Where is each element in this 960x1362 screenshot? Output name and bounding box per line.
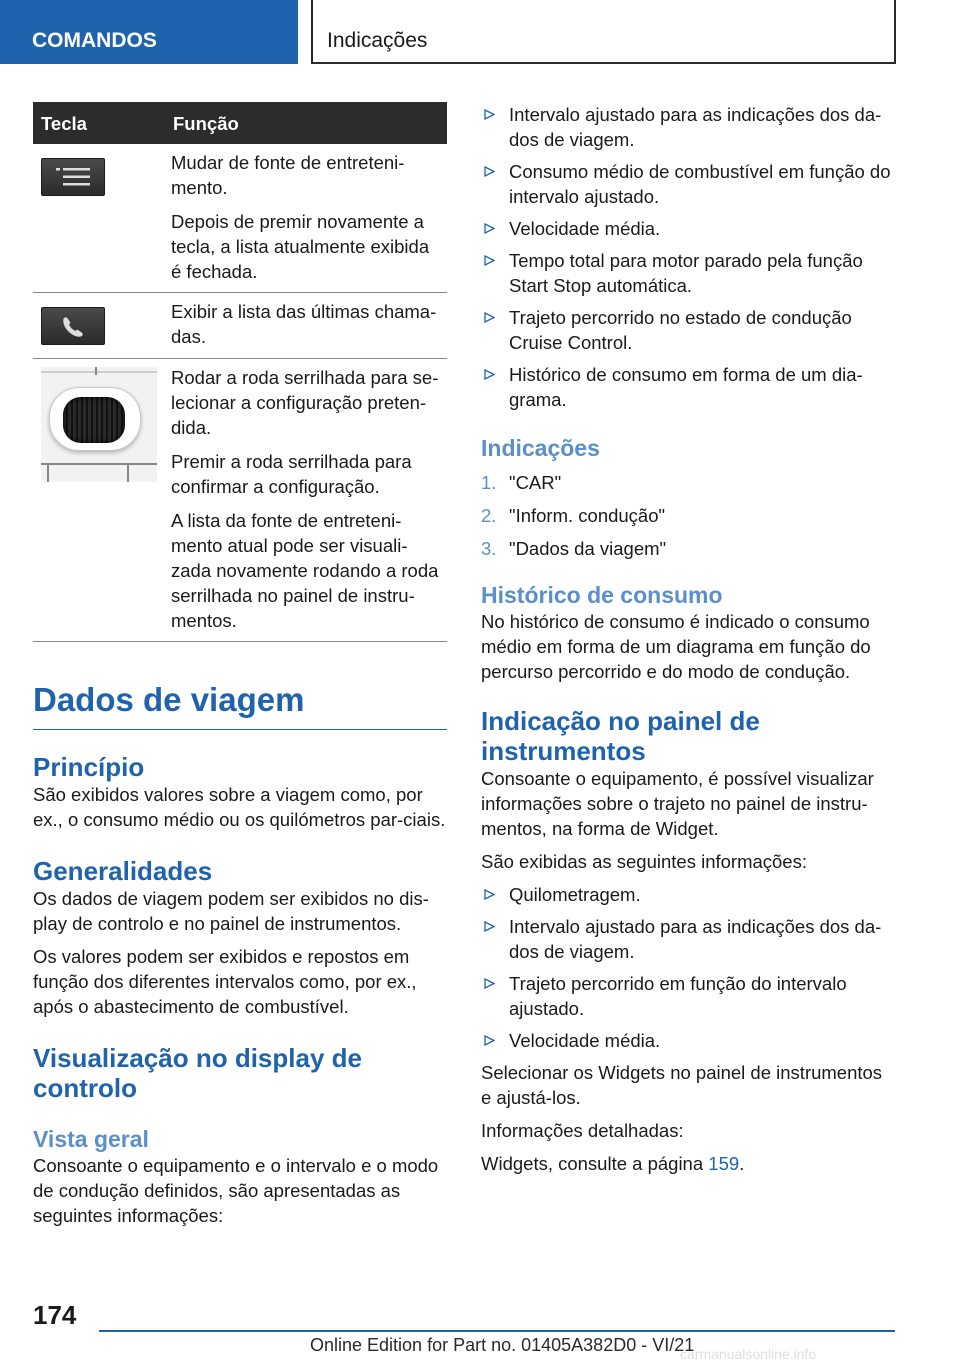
- key-function-table: [33, 102, 447, 642]
- right-column: [481, 102, 897, 1184]
- list-item: Intervalo ajustado para as indicações dos da-dos de viagem.: [481, 102, 897, 152]
- list-item: Velocidade média.: [481, 216, 897, 241]
- list-item: Trajeto percorrido no estado de condução Cruise Control.: [481, 305, 897, 355]
- triangle-bullet-icon: [484, 369, 495, 380]
- list-item: Tempo total para motor parado pela função Start Stop automática.: [481, 248, 897, 298]
- table-row: [33, 293, 447, 359]
- list-item: 2. "Inform. condução": [481, 505, 666, 526]
- paragraph: São exibidos valores sobre a viagem como, por ex., o consumo médio ou os quilómetros par-ciais.: [33, 784, 446, 830]
- triangle-bullet-icon: [484, 1035, 495, 1046]
- triangle-bullet-icon: [484, 921, 495, 932]
- triangle-bullet-icon: [484, 978, 495, 989]
- triangle-bullet-icon: [484, 166, 495, 177]
- list-item: 3. "Dados da viagem": [481, 538, 667, 559]
- function-text: Rodar a roda serrilhada para se-lecionar a configuração preten-dida.: [171, 367, 439, 438]
- list-item: Trajeto percorrido em função do intervalo ajustado.: [481, 971, 897, 1021]
- triangle-bullet-icon: [484, 889, 495, 900]
- footer-rule: [99, 1330, 895, 1332]
- list-item: Histórico de consumo em forma de um dia-grama.: [481, 362, 897, 412]
- triangle-bullet-icon: [484, 312, 495, 323]
- list-item: Quilometragem.: [481, 882, 897, 907]
- step-number: 2.: [481, 505, 497, 526]
- column-header-key: Tecla: [33, 102, 165, 144]
- paragraph: Informações detalhadas:: [481, 1120, 684, 1141]
- watermark: carmanualsonline.info: [680, 1346, 817, 1362]
- paragraph: Os valores podem ser exibidos e repostos em função dos diferentes intervalos como, por ex., após o abastecimento de combustível.: [33, 946, 417, 1017]
- paragraph: São exibidas as seguintes informações:: [481, 851, 807, 872]
- step-number: 1.: [481, 472, 497, 493]
- triangle-bullet-icon: [484, 223, 495, 234]
- heading-principio: Princípio: [33, 752, 145, 782]
- thumbwheel-photo: [41, 367, 157, 482]
- heading-dados-de-viagem: Dados de viagem: [33, 680, 447, 730]
- function-text: Mudar de fonte de entreteni-mento.: [171, 152, 405, 198]
- function-text: Exibir a lista das últimas chama-das.: [171, 301, 437, 347]
- left-column: [33, 102, 447, 1236]
- paragraph: Consoante o equipamento e o intervalo e o modo de condução definidos, são apresentadas as seguintes informações:: [33, 1155, 439, 1226]
- list-item: Intervalo ajustado para as indicações dos da-dos de viagem.: [481, 914, 897, 964]
- step-number: 3.: [481, 538, 497, 559]
- page-reference-link[interactable]: 159: [708, 1153, 740, 1174]
- phone-icon: [41, 307, 105, 345]
- list-item: Velocidade média.: [481, 1028, 897, 1053]
- list-icon: [41, 158, 105, 196]
- chapter-title: Indicações: [311, 0, 896, 64]
- heading-visualizacao: Visualização no display de controlo: [33, 1043, 362, 1103]
- function-text: Premir a roda serrilhada para confirmar a configuração.: [171, 451, 412, 497]
- steps-list: [481, 470, 897, 561]
- heading-indicacao-painel: Indicação no painel de instrumentos: [481, 706, 760, 766]
- paragraph: Widgets, consulte a página 159.: [481, 1153, 745, 1174]
- triangle-bullet-icon: [484, 255, 495, 266]
- heading-vista-geral: Vista geral: [33, 1126, 149, 1152]
- list-item: Consumo médio de combustível em função do intervalo ajustado.: [481, 159, 897, 209]
- table-row: [33, 144, 447, 293]
- table-row: [33, 359, 447, 642]
- function-text: Depois de premir novamente a tecla, a lista atualmente exibida é fechada.: [171, 211, 430, 282]
- paragraph: Selecionar os Widgets no painel de instrumentos e ajustá-los.: [481, 1062, 883, 1108]
- bullet-list: [481, 102, 897, 412]
- function-text: A lista da fonte de entreteni-mento atual pode ser visuali-zada novamente rodando a roda serrilhada no painel de instru-mentos.: [171, 510, 439, 631]
- heading-indicacoes: Indicações: [481, 435, 600, 461]
- footer-edition: Online Edition for Part no. 01405A382D0 - VI/21: [310, 1335, 695, 1355]
- paragraph: Os dados de viagem podem ser exibidos no dis-play de controlo e no painel de instrumentos.: [33, 888, 429, 934]
- paragraph: No histórico de consumo é indicado o consumo médio em forma de um diagrama em função do percurso percorrido e do modo de condução.: [481, 611, 871, 682]
- heading-historico: Histórico de consumo: [481, 582, 723, 608]
- heading-generalidades: Generalidades: [33, 856, 213, 886]
- bullet-list: [481, 882, 897, 1053]
- section-tab: COMANDOS: [0, 0, 298, 64]
- page-number: 174: [33, 1300, 77, 1330]
- paragraph: Consoante o equipamento, é possível visualizar informações sobre o trajeto no painel de instru-mentos, na forma de Widget.: [481, 768, 874, 839]
- column-header-function: Função: [165, 102, 447, 144]
- triangle-bullet-icon: [484, 109, 495, 120]
- list-item: 1. "CAR": [481, 472, 562, 493]
